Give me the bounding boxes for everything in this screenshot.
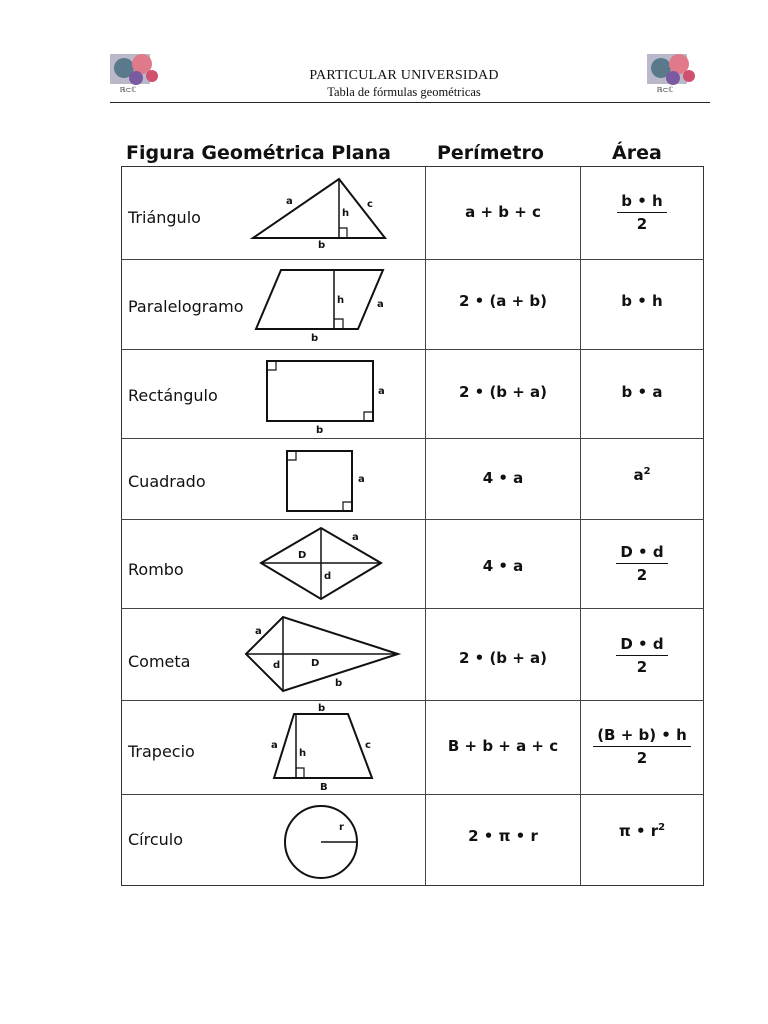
column-divider xyxy=(425,166,426,886)
label-d: d xyxy=(273,660,281,671)
column-header-figure: Figura Geométrica Plana xyxy=(126,142,391,164)
label-a: a xyxy=(352,532,359,543)
figure-name: Rectángulo xyxy=(128,386,218,405)
label-a: a xyxy=(271,740,278,751)
figure-name: Paralelogramo xyxy=(128,297,244,316)
area-numerator: D • d xyxy=(616,635,667,656)
perimeter-formula: 2 • (a + b) xyxy=(458,292,548,310)
label-b: b xyxy=(318,240,326,251)
column-header-area: Área xyxy=(612,142,662,164)
area-denominator: 2 xyxy=(636,749,648,767)
area-base: π • r xyxy=(618,822,659,840)
figure-name: Triángulo xyxy=(128,208,201,227)
row-divider xyxy=(121,438,704,439)
kite-diagram xyxy=(243,614,403,696)
area-numerator: (B + b) • h xyxy=(593,726,691,747)
area-numerator: b • h xyxy=(617,192,666,213)
label-a: a xyxy=(378,386,385,397)
row-divider xyxy=(121,259,704,260)
row-divider xyxy=(121,794,704,795)
figure-name: Cuadrado xyxy=(128,472,206,491)
row-divider xyxy=(121,700,704,701)
label-a: a xyxy=(377,299,384,310)
row-divider xyxy=(121,519,704,520)
header-subtitle: Tabla de fórmulas geométricas xyxy=(327,85,481,99)
perimeter-formula: 2 • (b + a) xyxy=(458,383,548,401)
label-h: h xyxy=(299,748,307,759)
column-divider xyxy=(580,166,581,886)
area-denominator: 2 xyxy=(636,215,648,233)
perimeter-formula: 4 • a xyxy=(482,469,524,487)
area-formula: b • a xyxy=(621,383,663,401)
header-divider xyxy=(110,102,710,103)
figure-name: Rombo xyxy=(128,560,184,579)
label-D: D xyxy=(298,550,307,561)
label-B: B xyxy=(320,782,328,793)
label-c: c xyxy=(367,199,373,210)
area-formula xyxy=(580,466,704,484)
area-exponent: 2 xyxy=(658,822,666,833)
label-a: a xyxy=(286,196,293,207)
formula-table xyxy=(121,166,704,886)
area-denominator: 2 xyxy=(636,566,648,584)
figure-name: Trapecio xyxy=(128,742,195,761)
area-formula: b • h xyxy=(621,292,663,310)
area-numerator: D • d xyxy=(616,543,667,564)
perimeter-formula: a + b + c xyxy=(465,203,541,221)
area-formula xyxy=(580,822,704,840)
label-b: b xyxy=(318,703,326,714)
label-b: b xyxy=(316,425,324,436)
parallelogram-diagram xyxy=(253,267,389,344)
area-formula xyxy=(580,635,704,676)
area-base: a xyxy=(633,466,644,484)
triangle-diagram xyxy=(250,176,390,251)
area-formula xyxy=(580,543,704,584)
label-h: h xyxy=(337,295,345,306)
perimeter-formula: B + b + a + c xyxy=(447,737,559,755)
label-b: b xyxy=(311,333,319,344)
figure-name: Cometa xyxy=(128,652,191,671)
perimeter-formula: 2 • (b + a) xyxy=(458,649,548,667)
label-d: d xyxy=(324,571,332,582)
trapezoid-diagram xyxy=(266,702,378,792)
label-c: c xyxy=(365,740,371,751)
square-diagram xyxy=(284,448,370,514)
area-formula xyxy=(580,726,704,767)
label-r: r xyxy=(339,822,344,833)
circle-diagram xyxy=(282,803,360,881)
perimeter-formula: 2 • π • r xyxy=(468,827,538,845)
area-exponent: 2 xyxy=(643,466,651,477)
header-title: PARTICULAR UNIVERSIDAD xyxy=(309,68,499,83)
logo-caption: ℝ⊂ℂ xyxy=(120,86,137,94)
figure-name: Círculo xyxy=(128,830,184,849)
rectangle-diagram xyxy=(264,358,386,434)
area-denominator: 2 xyxy=(636,658,648,676)
label-h: h xyxy=(342,208,350,219)
column-header-perimeter: Perímetro xyxy=(437,142,544,164)
area-formula xyxy=(580,192,704,233)
rhombus-diagram xyxy=(258,525,384,603)
row-divider xyxy=(121,349,704,350)
logo-caption: ℝ⊂ℂ xyxy=(657,86,674,94)
label-a: a xyxy=(255,626,262,637)
label-b: b xyxy=(335,678,343,689)
label-a: a xyxy=(358,474,365,485)
perimeter-formula: 4 • a xyxy=(482,557,524,575)
row-divider xyxy=(121,608,704,609)
label-D: D xyxy=(311,658,320,669)
